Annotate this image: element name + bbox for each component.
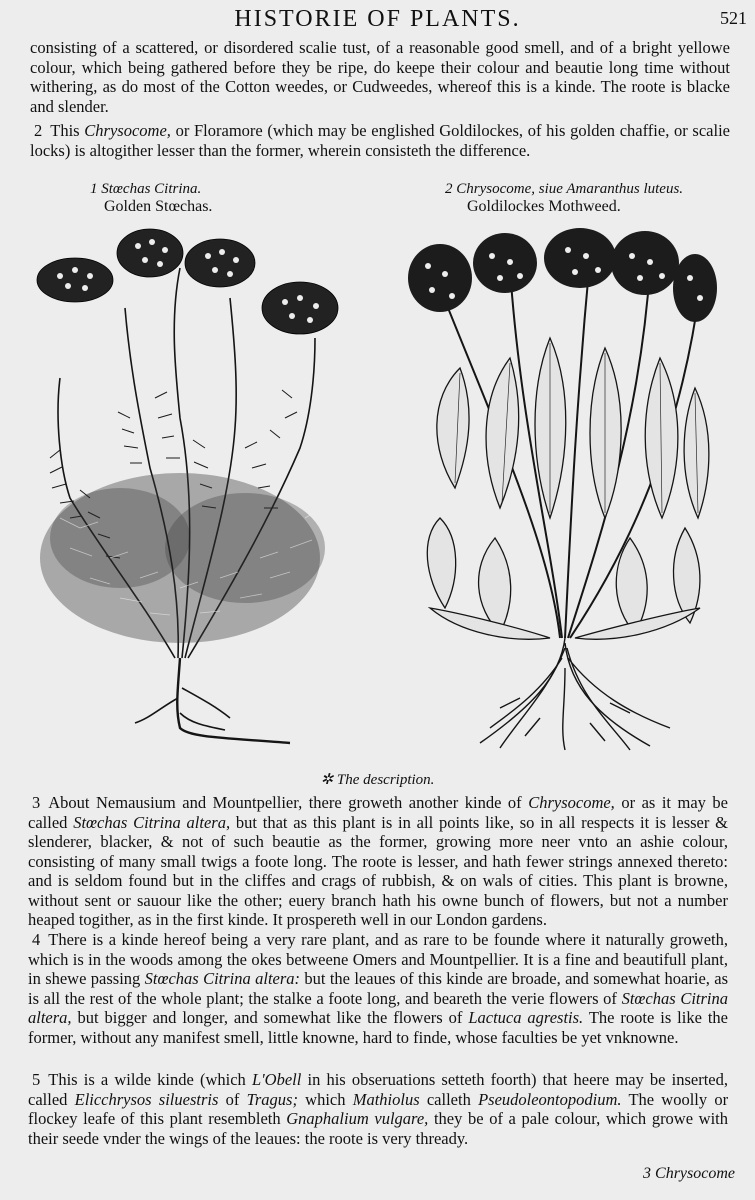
- figure-1-english-name: Golden Stœchas.: [104, 198, 213, 215]
- page-number: 521: [720, 8, 747, 28]
- paragraph-3: [28, 793, 728, 930]
- species-name: Chrysocome,: [84, 121, 171, 140]
- paragraph-text: or Floramore (which may be englished Goldilockes, of his golden chaffie, or scalie locks) is altogither lesser than the former, wherein consisteth the difference.: [30, 121, 730, 160]
- author-name: Mathiolus: [352, 1089, 420, 1109]
- species-name: Gnaphalium vulgare,: [286, 1109, 429, 1128]
- paragraph-5: [28, 1070, 728, 1148]
- figure-2-latin-name: 2 Chrysocome, siue Amaranthus luteus.: [445, 181, 684, 197]
- paragraph-text: This is a wilde kinde (which: [48, 1070, 246, 1089]
- intro-text: consisting of a scattered, or disordered scalie tust, of a reasonable good smell, and of a bright yellowe colour, which being gathered before they be ripe, do keepe their colour and beautie long time without withering, as do most of the Cotton weedes, or Cudweedes, whereof this is a kinde. The roote is blacke and slender.: [30, 38, 730, 116]
- paragraph-4: [28, 930, 728, 1047]
- figure-2-english-name: Goldilockes Mothweed.: [467, 198, 621, 215]
- figure-1-caption: [90, 180, 330, 216]
- species-name: Pseudoleontopodium.: [478, 1089, 622, 1109]
- figure-1-latin-name: 1 Stœchas Citrina.: [90, 181, 202, 197]
- author-name: Tragus;: [246, 1089, 298, 1109]
- page-header: [0, 4, 755, 38]
- paragraph-text: in his obseruations setteth foorth) that heere may be inserted, called: [28, 1070, 729, 1109]
- running-title: HISTORIE OF PLANTS.: [234, 6, 521, 32]
- goldilockes-woodcut: [400, 218, 720, 753]
- paragraph-text: About Nemausium and Mountpellier, there groweth another kinde of: [48, 793, 522, 812]
- paragraph-text: but that as this plant is in all points like, so in all respects it is lesser & slenderer, blacker, & not of such beautie as the former, growing more neer vnto an ashie colour, consisting of many small twigs a foote long. The roote is lesser, and hath fewer strings annexed thereto: and is seldom found but in the cliffes and crags of rubbish, & on wals of cities. This plant is browne, without sent or sauour like the other; euery branch hath his owne bunch of flowers, but not a number heaped togither, as in the first kinde. It prospereth well in our London gardens.: [28, 812, 729, 929]
- paragraph-text: of: [225, 1089, 240, 1109]
- species-name: Lactuca agrestis.: [468, 1008, 584, 1027]
- paragraph-text: The woolly or flockey leafe of this plant resembleth: [28, 1089, 729, 1128]
- section-heading: ✲ The description.: [320, 772, 435, 788]
- paragraph-text: but the leaues of this kinde are broade, and somewhat hoarie, as is all the rest of the whole plant; the stalke a foote long, and beareth the verie flowers of: [28, 969, 728, 1008]
- paragraph-text: they be of a pale colour, which growe with their seede vnder the wings of the leaues: the roote is very thready.: [28, 1109, 729, 1148]
- golden-stoechas-woodcut: [30, 218, 350, 748]
- paragraph-text: The roote is like the former, without any manifest smell, little knowne, hard to finde, whose faculties be yet vnknowne.: [28, 1008, 729, 1047]
- figure-2-caption: [445, 180, 745, 216]
- species-name: Elicchrysos siluestris: [74, 1089, 219, 1109]
- species-name: Stœchas Citrina altera,: [73, 812, 231, 832]
- paragraph-text: or as it may be called: [28, 793, 729, 832]
- paragraph-number: 5: [32, 1070, 41, 1089]
- paragraph-text: calleth: [426, 1089, 471, 1109]
- species-name: Stœchas Citrina altera:: [144, 969, 301, 988]
- species-name: Chrysocome,: [528, 793, 615, 812]
- intro-paragraph: [30, 38, 730, 116]
- paragraph-text: This: [50, 121, 80, 140]
- paragraph-number: 3: [32, 793, 41, 812]
- catchword: 3 Chrysocome: [643, 1165, 735, 1182]
- paragraph-text: which: [305, 1089, 346, 1109]
- paragraph-number: 4: [32, 930, 41, 949]
- paragraph-text: but bigger and longer, and somewhat like the flowers of: [77, 1008, 463, 1027]
- species-name: Stœchas Citrina altera,: [28, 988, 729, 1027]
- author-name: L'Obell: [251, 1070, 302, 1089]
- paragraph-number: 2: [34, 121, 43, 140]
- paragraph-text: There is a kinde hereof being a very rare plant, and as rare to be founde where it naturally groweth, which is in the woods among the okes betweene Omers and Mountpellier. It is a fine and beautifull plant, in shewe passing: [28, 930, 728, 988]
- paragraph-2: [30, 121, 730, 160]
